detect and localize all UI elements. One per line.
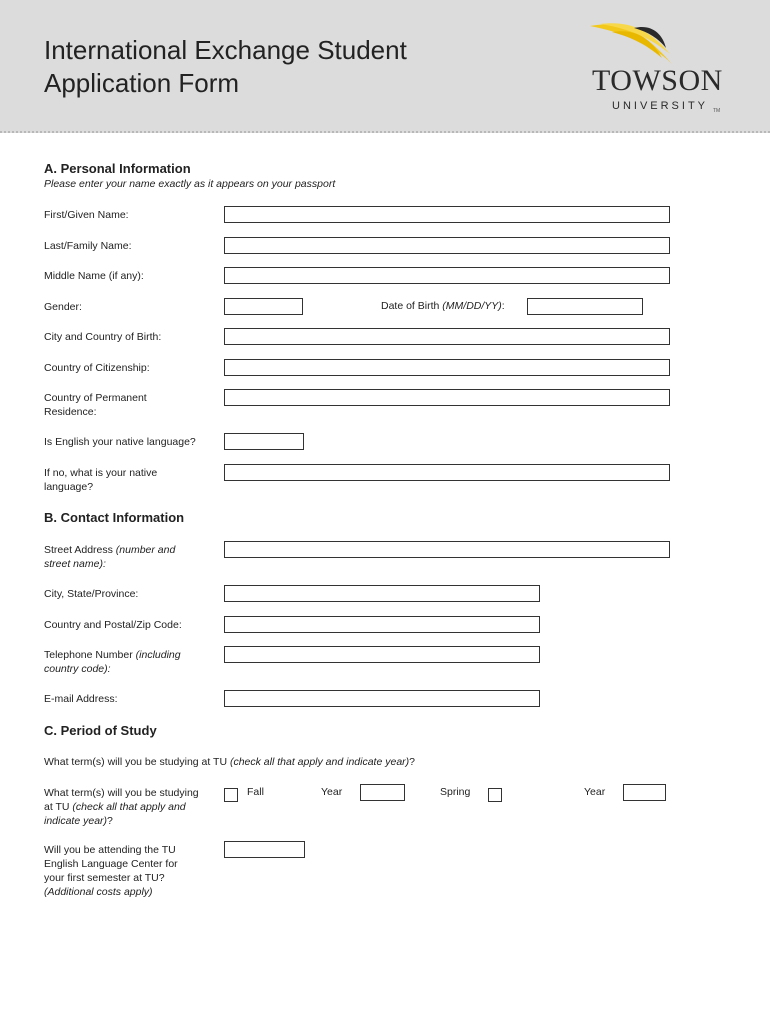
- fall-checkbox[interactable]: [224, 788, 238, 802]
- street-label: Street Address (number and street name):: [44, 544, 176, 570]
- elc-field[interactable]: [224, 841, 305, 858]
- section-a-note: Please enter your name exactly as it appears on your passport: [44, 178, 336, 190]
- city-field[interactable]: [224, 585, 540, 602]
- fall-year-field[interactable]: [360, 784, 405, 801]
- native-language-label: If no, what is your native language?: [44, 467, 158, 493]
- middle-name-field[interactable]: [224, 267, 670, 284]
- section-b-heading: B. Contact Information: [44, 510, 185, 525]
- birth-place-field[interactable]: [224, 328, 670, 345]
- gender-label: Gender:: [44, 301, 82, 313]
- towson-logo: [582, 18, 732, 118]
- middle-name-label: Middle Name (if any):: [44, 270, 144, 282]
- english-native-label: Is English your native language?: [44, 436, 196, 448]
- first-name-field[interactable]: [224, 206, 670, 223]
- email-field[interactable]: [224, 690, 540, 707]
- spring-checkbox[interactable]: [488, 788, 502, 802]
- phone-label: Telephone Number (including country code):: [44, 649, 181, 675]
- first-name-label: First/Given Name:: [44, 209, 129, 221]
- city-label: City, State/Province:: [44, 588, 139, 600]
- birth-place-label: City and Country of Birth:: [44, 331, 162, 343]
- citizenship-field[interactable]: [224, 359, 670, 376]
- residence-label: Country of Permanent Residence:: [44, 392, 147, 418]
- fall-year-label: Year: [321, 786, 343, 798]
- period-question: What term(s) will you be studying at TU (check all that apply and indicate year)?: [44, 756, 415, 768]
- native-language-field[interactable]: [224, 464, 670, 481]
- country-zip-field[interactable]: [224, 616, 540, 633]
- spring-year-label: Year: [584, 786, 606, 798]
- street-field[interactable]: [224, 541, 670, 558]
- section-c-heading: C. Period of Study: [44, 723, 157, 738]
- dob-field[interactable]: [527, 298, 643, 315]
- last-name-field[interactable]: [224, 237, 670, 254]
- title-line-2: Application Form: [44, 68, 240, 98]
- section-a-heading: A. Personal Information: [44, 161, 191, 176]
- page-title: [44, 34, 407, 100]
- elc-label: Will you be attending the TU English Language Center for your first semester at TU? (Additional costs apply): [44, 844, 178, 898]
- logo-swoosh-icon: [582, 18, 732, 68]
- fall-label: Fall: [247, 786, 264, 798]
- spring-label: Spring: [440, 786, 471, 798]
- country-zip-label: Country and Postal/Zip Code:: [44, 619, 182, 631]
- title-line-1: International Exchange Student: [44, 35, 407, 65]
- logo-wordmark: TOWSON: [592, 64, 723, 97]
- phone-field[interactable]: [224, 646, 540, 663]
- gender-field[interactable]: [224, 298, 303, 315]
- last-name-label: Last/Family Name:: [44, 240, 132, 252]
- spring-year-field[interactable]: [623, 784, 666, 801]
- citizenship-label: Country of Citizenship:: [44, 362, 150, 374]
- english-native-field[interactable]: [224, 433, 304, 450]
- dob-label: Date of Birth (MM/DD/YY):: [381, 300, 505, 312]
- email-label: E-mail Address:: [44, 693, 118, 705]
- terms-label: What term(s) will you be studying at TU (check all that apply and indicate year)?: [44, 787, 199, 827]
- logo-trademark: TM: [713, 108, 721, 114]
- page-header: [0, 0, 770, 133]
- logo-subtitle: UNIVERSITY: [612, 100, 709, 112]
- residence-field[interactable]: [224, 389, 670, 406]
